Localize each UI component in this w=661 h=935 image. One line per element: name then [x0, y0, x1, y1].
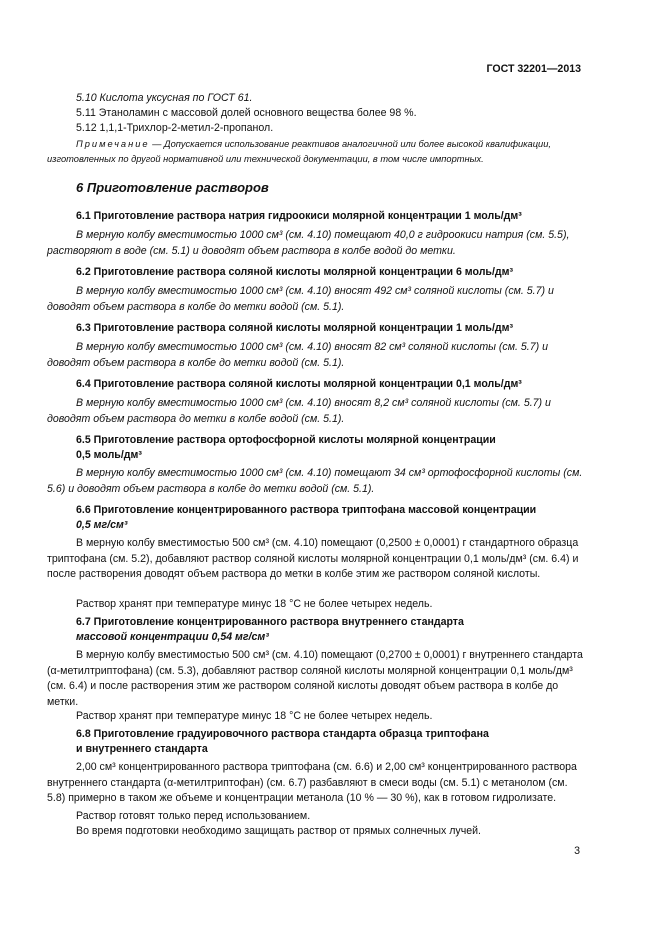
note-label: Примечание — [76, 139, 150, 149]
subsection-6-6-storage: Раствор хранят при температуре минус 18 °С не более четырех недель. — [76, 598, 433, 610]
subsection-6-8-text: 2,00 см³ концентрированного раствора триптофана (см. 6.6) и 2,00 см³ концентрированного раствора внутреннего стандарта (α-метилтриптофан) (см. 6.7) разбавляют в смеси воды (см. 5.1) с метанолом (см. 5.8) примерно в таком же объеме и концентрации метанола (10 % — 30 %), как в готовом гидролизате. — [47, 761, 577, 804]
subsection-6-7-text: В мерную колбу вместимостью 500 см³ (см. 4.10) помещают (0,2700 ± 0,0001) г внутреннего стандарта (α-метилтриптофана) (см. 5.3), добавляют раствор соляной кислоты молярной концентрации 0,1 моль/дм³ (см. 6.4) и после растворения этим же раствором соляной кислоты доводят объем раствора в колбе до метки. — [47, 649, 583, 708]
subsection-6-5-text: В мерную колбу вместимостью 1000 см³ (см. 4.10) помещают 34 см³ ортофосфорной кислоты (см. 5.6) и доводят объем раствора в колбе до метки водой (см. 5.1). — [47, 467, 583, 495]
subsection-6-8-title-line1: 6.8 Приготовление градуировочного раствора стандарта образца триптофана — [76, 728, 489, 740]
subsection-6-1-title: 6.1 Приготовление раствора натрия гидроокиси молярной концентрации 1 моль/дм³ — [76, 210, 522, 222]
subsection-6-7-title-line2: массовой концентрации 0,54 мг/см³ — [76, 631, 269, 643]
subsection-6-6-text: В мерную колбу вместимостью 500 см³ (см. 4.10) помещают (0,2500 ± 0,0001) г стандартного образца триптофана (см. 5.2), добавляют раствор соляной кислоты молярной концентрации 0,1 моль/дм³ (см. 6.4) и после растворения доводят объем раствора до метки в колбе этим же раствором соляной кислоты. — [47, 537, 579, 580]
subsection-6-3-text: В мерную колбу вместимостью 1000 см³ (см. 4.10) вносят 82 см³ соляной кислоты (см. 5.7) и доводят объем раствора в колбе до метки водой (см. 5.1). — [47, 341, 548, 369]
subsection-6-4-title: 6.4 Приготовление раствора соляной кислоты молярной концентрации 0,1 моль/дм³ — [76, 378, 522, 390]
subsection-6-8-title-line2: и внутреннего стандарта — [76, 743, 208, 755]
subsection-6-1-text: В мерную колбу вместимостью 1000 см³ (см. 4.10) помещают 40,0 г гидроокиси натрия (см. 5.5), растворяют в воде (см. 5.1) и доводят объем раствора в колбе водой до метки. — [47, 229, 570, 257]
subsection-6-8-paragraph-2: Раствор готовят только перед использованием. — [76, 810, 311, 822]
subsection-6-8-paragraph-3: Во время подготовки необходимо защищать раствор от прямых солнечных лучей. — [76, 825, 481, 837]
section-title: 6 Приготовление растворов — [76, 180, 269, 195]
subsection-6-7-storage: Раствор хранят при температуре минус 18 °С не более четырех недель. — [76, 710, 433, 722]
subsection-6-3-title: 6.3 Приготовление раствора соляной кислоты молярной концентрации 1 моль/дм³ — [76, 322, 513, 334]
item-5-10: 5.10 Кислота уксусная по ГОСТ 61. — [76, 92, 253, 104]
page-number: 3 — [574, 845, 580, 857]
subsection-6-2-title: 6.2 Приготовление раствора соляной кислоты молярной концентрации 6 моль/дм³ — [76, 266, 513, 278]
subsection-6-6-title-line1: 6.6 Приготовление концентрированного раствора триптофана массовой концентрации — [76, 504, 537, 516]
subsection-6-5-title-line1: 6.5 Приготовление раствора ортофосфорной кислоты молярной концентрации — [76, 434, 496, 446]
note-text: — Допускается использование реактивов аналогичной или более высокой квалификации, изготовленных по другой нормативной или технической документации, в том числе импортных. — [47, 139, 551, 164]
item-5-11: 5.11 Этаноламин с массовой долей основного вещества более 98 %. — [76, 107, 417, 119]
item-5-12: 5.12 1,1,1-Трихлор-2-метил-2-пропанол. — [76, 122, 274, 134]
note — [47, 137, 583, 167]
subsection-6-6-title-line2: 0,5 мг/см³ — [76, 519, 128, 531]
subsection-6-7-title-line1: 6.7 Приготовление концентрированного раствора внутреннего стандарта — [76, 616, 464, 628]
subsection-6-4-text: В мерную колбу вместимостью 1000 см³ (см. 4.10) вносят 8,2 см³ соляной кислоты (см. 5.7) и доводят объем раствора до метки в колбе водой (см. 5.1). — [47, 397, 551, 425]
subsection-6-2-text: В мерную колбу вместимостью 1000 см³ (см. 4.10) вносят 492 см³ соляной кислоты (см. 5.7) и доводят объем раствора в колбе до метки водой (см. 5.1). — [47, 285, 554, 313]
standard-header: ГОСТ 32201—2013 — [486, 63, 581, 75]
subsection-6-5-title-line2: 0,5 моль/дм³ — [76, 449, 142, 461]
